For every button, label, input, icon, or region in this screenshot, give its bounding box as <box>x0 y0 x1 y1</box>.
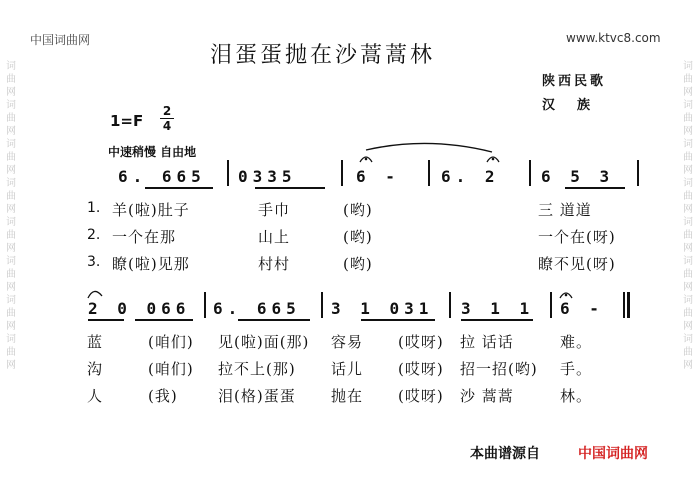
lyric-segment: 泪(格)蛋蛋 <box>218 387 296 405</box>
lyric-segment: (哎呀) <box>398 360 444 378</box>
source-credit: 本曲谱源自 <box>470 446 540 462</box>
beam-underline <box>88 319 124 321</box>
lyric-segment: (我) <box>148 387 178 405</box>
barline <box>341 160 343 186</box>
beam-underline <box>565 187 625 189</box>
fermata-dot-icon <box>492 158 495 161</box>
lyric-segment: 手。 <box>560 360 593 378</box>
right-side-watermark: 词曲网词曲网词曲网词曲网词曲网词曲网词曲网词曲网 <box>683 61 693 371</box>
fermata-dot-icon <box>365 158 368 161</box>
lyric-segment: 见(啦)面(那) <box>218 333 310 351</box>
lyric-segment: (咱们) <box>148 360 194 378</box>
barline <box>529 160 531 186</box>
row2-measure-4: 3 1 1 <box>461 299 535 318</box>
key-signature: 1=F <box>110 112 144 130</box>
slur-icon <box>88 291 102 298</box>
lyric-segment: 抛在 <box>331 387 364 405</box>
lyric-segment: 沙 蒿蒿 <box>460 387 514 405</box>
tempo-marking: 中速稍慢 自由地 <box>108 145 197 159</box>
lyric-segment: 羊(啦)肚子 <box>112 201 190 219</box>
lyric-segment: 拉不上(那) <box>218 360 296 378</box>
row2-measure-3: 3 1 031 <box>331 299 434 318</box>
barline <box>227 160 229 186</box>
lyric-segment: (咱们) <box>148 333 194 351</box>
lyric-segment: 一个在那 <box>112 228 177 246</box>
row1-measure-1: 6. 665 <box>118 167 206 186</box>
lyric-segment: 蓝 <box>87 333 104 351</box>
left-side-watermark: 词曲网词曲网词曲网词曲网词曲网词曲网词曲网词曲网 <box>6 61 16 371</box>
lyric-segment: (哟) <box>343 228 373 246</box>
lyric-segment: 瞭(啦)见那 <box>112 255 190 273</box>
lyric-segment: 沟 <box>87 360 104 378</box>
verse-number: 2. <box>87 227 101 243</box>
lyric-segment: (哟) <box>343 255 373 273</box>
lyric-segment: 人 <box>87 387 104 405</box>
row2-measure-5: 6 - <box>560 299 604 318</box>
verse-number: 3. <box>87 254 101 270</box>
row1-measure-4: 6. 2 <box>441 167 500 186</box>
meter-numerator: 2 <box>160 104 174 119</box>
lyric-segment: 瞭不见(呀) <box>538 255 616 273</box>
row2-marks <box>86 282 646 302</box>
lyric-segment: (哎呀) <box>398 333 444 351</box>
beam-underline <box>135 319 193 321</box>
lyric-segment: 招一招(哟) <box>460 360 538 378</box>
lyric-segment: 手巾 <box>258 201 291 219</box>
site-watermark-top: 中国词曲网 <box>30 33 91 47</box>
barline <box>637 160 639 186</box>
fermata-dot-icon <box>565 294 568 297</box>
lyric-segment: 容易 <box>331 333 364 351</box>
beam-underline <box>238 319 310 321</box>
meter-denominator: 4 <box>162 119 172 133</box>
lyric-segment: 难。 <box>560 333 593 351</box>
lyric-segment: 三 道道 <box>538 201 592 219</box>
beam-underline <box>255 187 325 189</box>
source-site-link[interactable]: 中国词曲网 <box>578 446 648 462</box>
lyric-segment: (哎呀) <box>398 387 444 405</box>
slur-icon <box>366 143 492 152</box>
lyric-segment: 村村 <box>258 255 291 273</box>
song-title: 泪蛋蛋抛在沙蒿蒿林 <box>210 43 436 68</box>
lyric-segment: 一个在(呀) <box>538 228 616 246</box>
row2-measure-1: 2 0 066 <box>88 299 191 318</box>
site-url: www.ktvc8.com <box>566 31 661 45</box>
beam-underline <box>461 319 533 321</box>
row1-measure-5: 6 5 3 <box>541 167 615 186</box>
time-signature <box>160 104 174 133</box>
song-origin: 陕西民歌 <box>542 74 607 89</box>
lyric-segment: 山上 <box>258 228 291 246</box>
lyric-segment: (哟) <box>343 201 373 219</box>
beam-underline <box>145 187 213 189</box>
slur-marks <box>356 140 516 168</box>
row1-measure-2: 0335 <box>238 167 297 186</box>
ethnic-group: 汉族 <box>542 98 613 113</box>
verse-number: 1. <box>87 200 101 216</box>
row1-measure-3: 6 - <box>356 167 400 186</box>
beam-underline <box>361 319 435 321</box>
lyric-segment: 林。 <box>560 387 593 405</box>
lyric-segment: 拉 话话 <box>460 333 514 351</box>
lyric-segment: 话儿 <box>331 360 364 378</box>
row2-measure-2: 6. 665 <box>213 299 301 318</box>
